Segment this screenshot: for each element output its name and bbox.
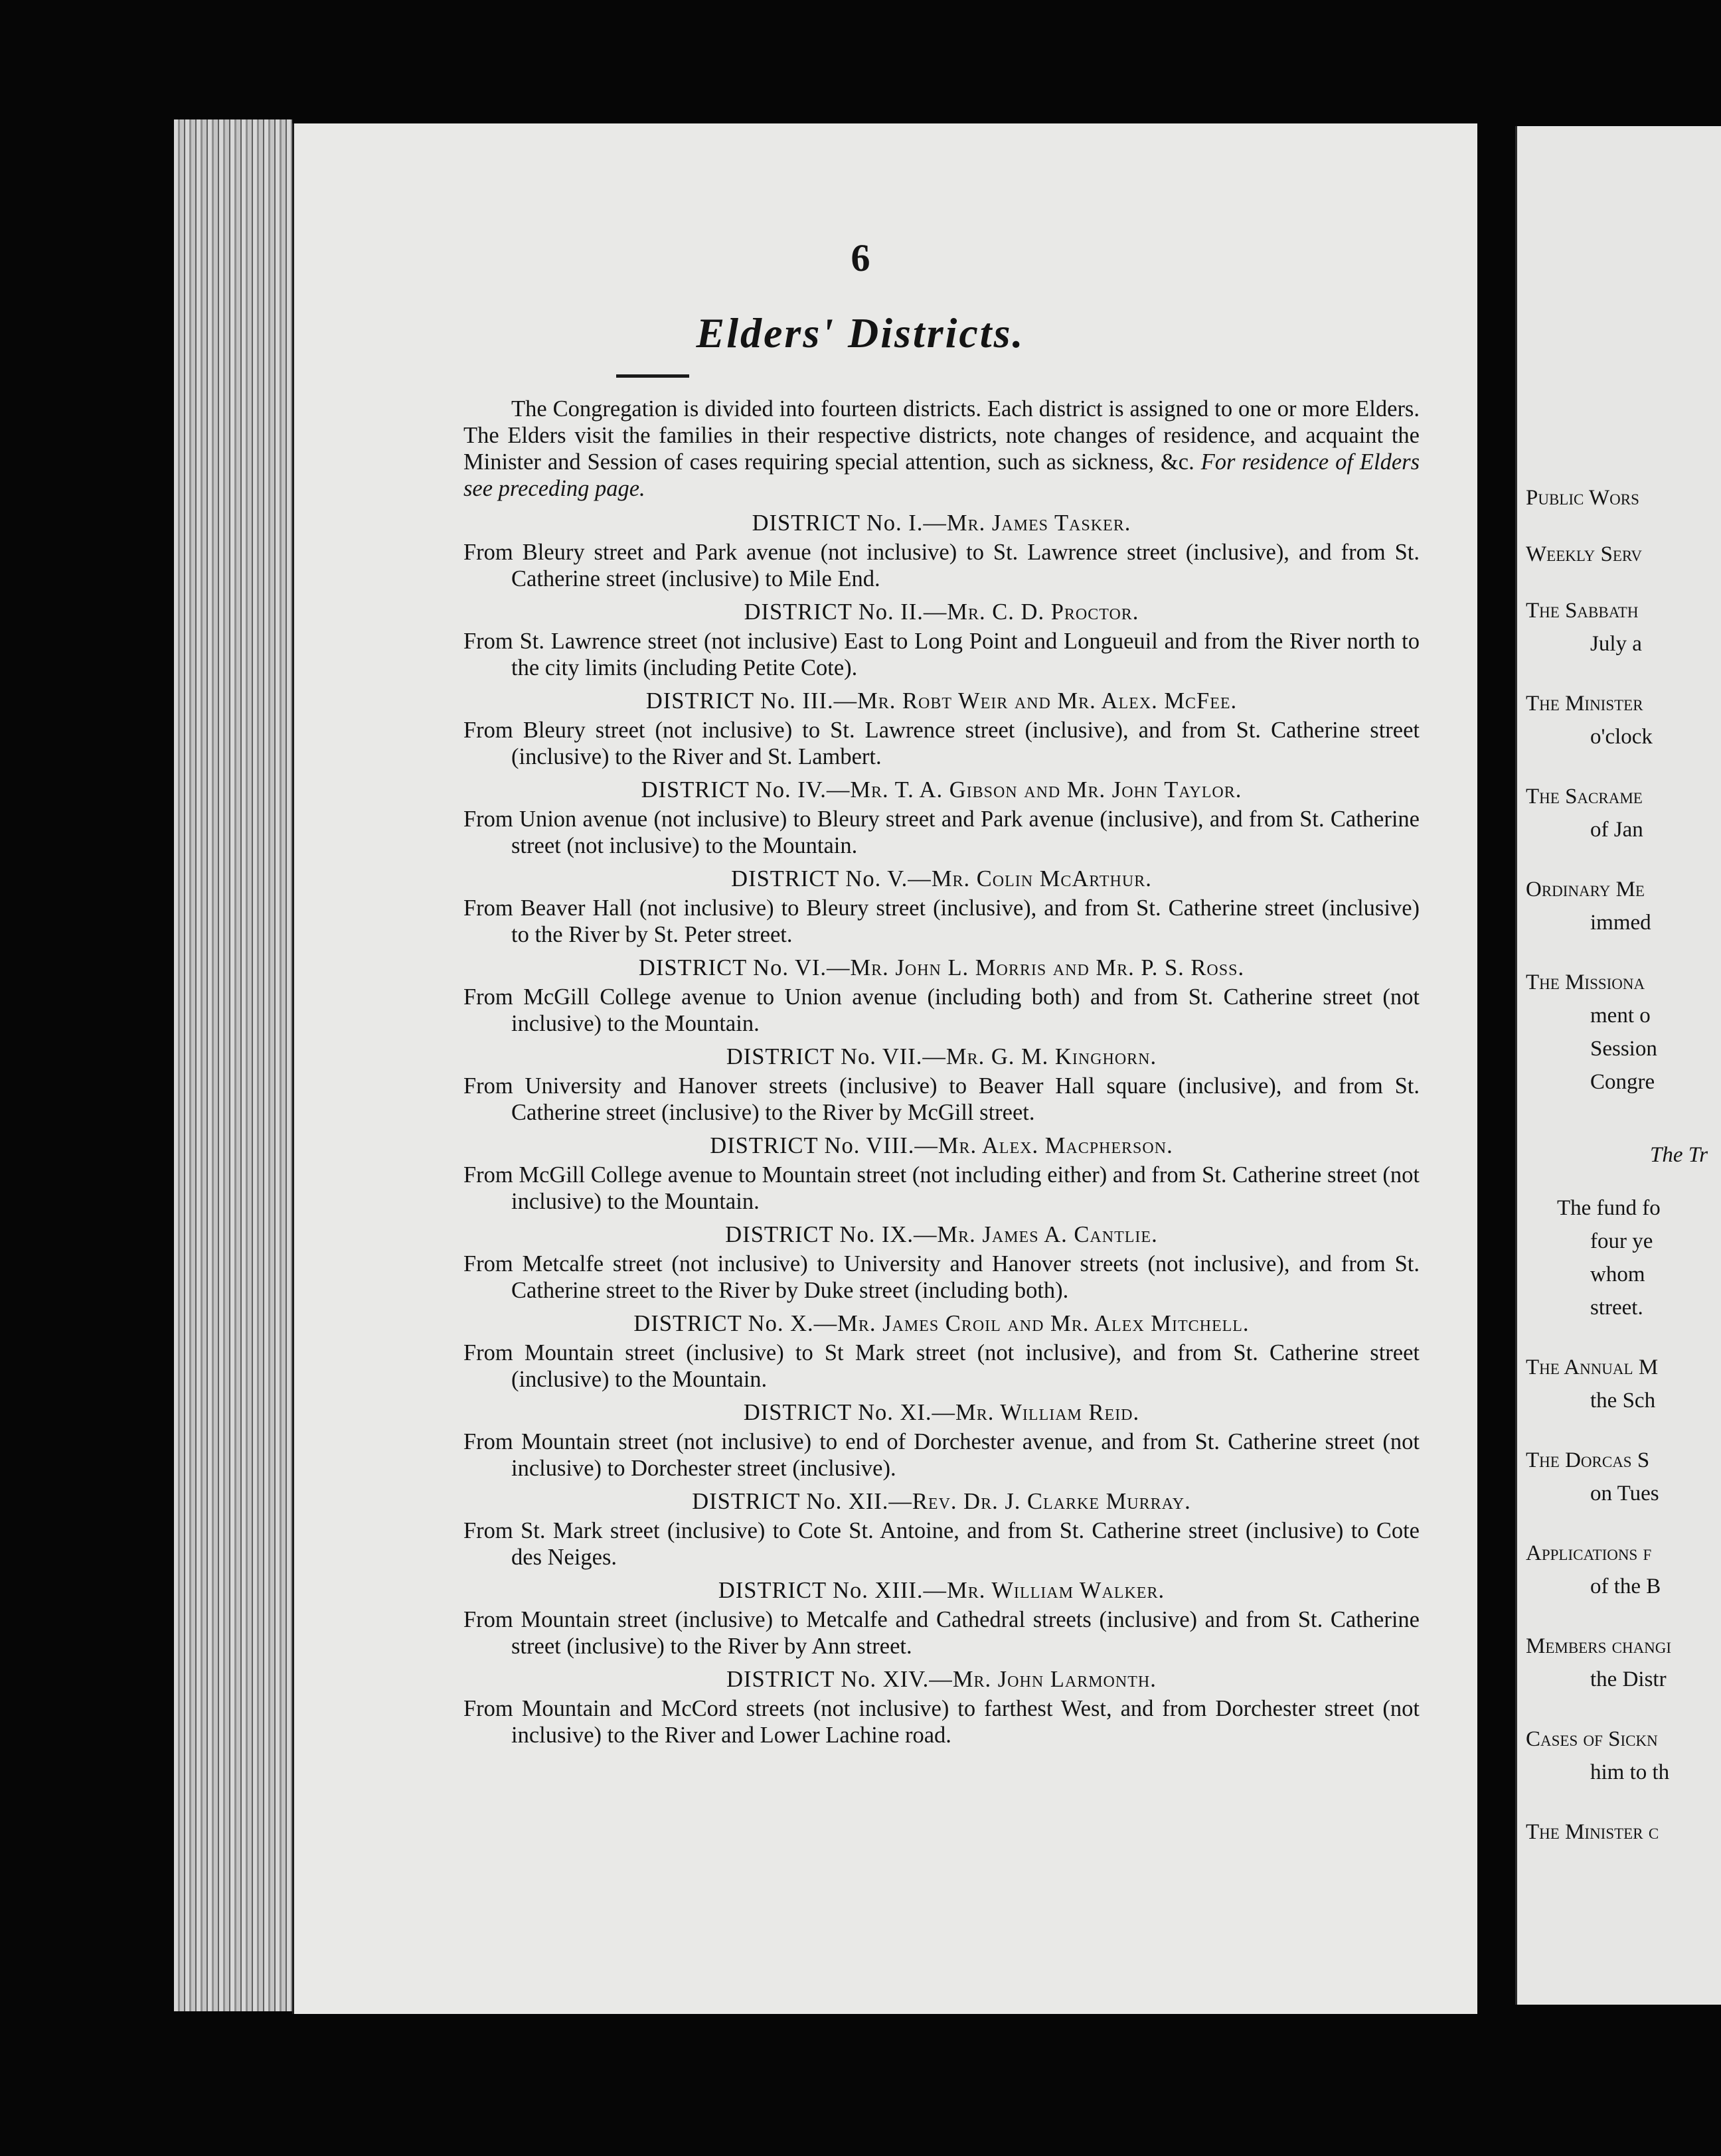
district-entry (463, 955, 1420, 1037)
district-elders: Mr. Alex. Macpherson. (938, 1133, 1173, 1158)
facing-page-line: the Distr (1590, 1667, 1667, 1691)
page-number: 6 (851, 236, 870, 279)
district-title (463, 599, 1420, 625)
facing-page-line: street. (1590, 1296, 1643, 1320)
facing-page-line: him to th (1590, 1760, 1670, 1784)
district-elders: Mr. William Reid. (955, 1400, 1140, 1425)
district-label: DISTRICT No. II.— (744, 599, 947, 625)
district-label: DISTRICT No. III.— (645, 688, 858, 714)
facing-page-line: immed (1590, 911, 1651, 935)
facing-page-line: The fund fo (1557, 1196, 1661, 1220)
facing-page-line: Members changi (1526, 1634, 1672, 1658)
facing-page-line: whom (1590, 1263, 1645, 1286)
facing-page-line: The Dorcas S (1526, 1448, 1650, 1472)
district-title (463, 1221, 1420, 1248)
district-elders: Mr. John L. Morris and Mr. P. S. Ross. (850, 955, 1245, 980)
facing-page-line: ment o (1590, 1004, 1651, 1028)
district-label: DISTRICT No. XIII.— (718, 1578, 947, 1603)
district-description: From University and Hanover streets (inclusive) to Beaver Hall square (inclusive), and from St. Catherine street (inclusive) to the River by McGill street. (463, 1073, 1420, 1125)
district-elders: Mr. Robt Weir and Mr. Alex. McFee. (857, 688, 1238, 714)
district-label: DISTRICT No. VII.— (726, 1044, 946, 1069)
facing-page (1515, 126, 1721, 2005)
facing-page-line: Congre (1590, 1070, 1655, 1094)
facing-page-line: The Sabbath (1526, 599, 1639, 623)
facing-page-line: The Tr (1650, 1143, 1708, 1167)
district-elders: Rev. Dr. J. Clarke Murray. (912, 1489, 1191, 1514)
district-description: From McGill College avenue to Union avenue (including both) and from St. Catherine street (not inclusive) to the Mountain. (463, 984, 1420, 1036)
district-title (463, 1310, 1420, 1337)
district-title (463, 866, 1420, 892)
district-description: From Union avenue (not inclusive) to Bleury street and Park avenue (inclusive), and from St. Catherine street (not inclusive) to the Mountain. (463, 807, 1420, 858)
district-label: DISTRICT No. VIII.— (710, 1133, 938, 1158)
district-description: From St. Mark street (inclusive) to Cote St. Antoine, and from St. Catherine street (inclusive) to Cote des Neiges. (463, 1518, 1420, 1570)
district-title (463, 1488, 1420, 1515)
district-entry (463, 777, 1420, 859)
facing-page-line: Cases of Sickn (1526, 1727, 1658, 1751)
district-description: From Mountain street (not inclusive) to end of Dorchester avenue, and from St. Catherine street (not inclusive) to Dorchester street (inclusive). (463, 1429, 1420, 1481)
district-description: From Beaver Hall (not inclusive) to Bleury street (inclusive), and from St. Catherine street (inclusive) to the River by St. Peter street. (463, 895, 1420, 947)
facing-page-line: on Tues (1590, 1482, 1659, 1505)
district-label: DISTRICT No. XIV.— (726, 1667, 953, 1692)
facing-page-line: four ye (1590, 1229, 1653, 1253)
district-label: DISTRICT No. IX.— (725, 1222, 938, 1247)
district-label: DISTRICT No. X.— (633, 1311, 838, 1336)
facing-page-line: of the B (1590, 1575, 1661, 1598)
district-title (463, 1043, 1420, 1070)
district-title (463, 1666, 1420, 1693)
district-description: From Metcalfe street (not inclusive) to University and Hanover streets (not inclusive), and from St. Catherine street to the River by Duke street (including both). (463, 1251, 1420, 1303)
district-label: DISTRICT No. XI.— (743, 1400, 956, 1425)
district-entry (463, 1310, 1420, 1393)
district-elders: Mr. John Larmonth. (952, 1667, 1157, 1692)
district-title (463, 777, 1420, 803)
district-label: DISTRICT No. I.— (752, 510, 947, 536)
district-label: DISTRICT No. XII.— (692, 1489, 912, 1514)
district-entry (463, 1577, 1420, 1659)
facing-page-line: The Minister c (1526, 1820, 1659, 1844)
district-entry (463, 688, 1420, 770)
district-description: From Mountain street (inclusive) to Metcalfe and Cathedral streets (inclusive) and from St. Catherine street (inclusive) to the River by Ann street. (463, 1607, 1420, 1659)
district-elders: Mr. T. A. Gibson and Mr. John Taylor. (850, 777, 1242, 803)
district-entry (463, 599, 1420, 681)
district-entry (463, 866, 1420, 948)
district-elders: Mr. William Walker. (947, 1578, 1165, 1603)
facing-page-line: The Missiona (1526, 970, 1645, 994)
district-entry (463, 1043, 1420, 1126)
facing-page-line: Applications f (1526, 1541, 1652, 1565)
district-title (463, 1577, 1420, 1604)
facing-page-line: of Jan (1590, 818, 1643, 842)
district-elders: Mr. C. D. Proctor. (947, 599, 1139, 625)
facing-page-line: The Annual M (1526, 1355, 1659, 1379)
district-elders: Mr. G. M. Kinghorn. (945, 1044, 1157, 1069)
district-list (463, 510, 1420, 1748)
district-label: DISTRICT No. V.— (731, 866, 932, 891)
facing-page-line: Public Wors (1526, 486, 1639, 510)
intro-italic-note: For residence of Elders see preceding page. (463, 449, 1420, 501)
district-elders: Mr. James Tasker. (946, 510, 1131, 536)
district-description: From McGill College avenue to Mountain street (not including either) and from St. Catherine street (not inclusive) to the Mountain. (463, 1162, 1420, 1214)
district-elders: Mr. James A. Cantlie. (937, 1222, 1158, 1247)
district-elders: Mr. James Croil and Mr. Alex Mitchell. (837, 1311, 1250, 1336)
facing-page-line: the Sch (1590, 1389, 1656, 1413)
district-entry (463, 1132, 1420, 1215)
districts-content (463, 396, 1420, 1755)
facing-page-line: The Minister (1526, 692, 1643, 716)
district-entry (463, 1666, 1420, 1748)
district-description: From Bleury street and Park avenue (not inclusive) to St. Lawrence street (inclusive), and from St. Catherine street (inclusive) to Mile End. (463, 540, 1420, 591)
district-label: DISTRICT No. IV.— (641, 777, 851, 803)
facing-page-line: o'clock (1590, 725, 1653, 749)
district-title (463, 688, 1420, 714)
district-description: From Mountain and McCord streets (not inclusive) to farthest West, and from Dorchester street (not inclusive) to the River and Lower Lachine road. (463, 1696, 1420, 1748)
page-heading: Elders' Districts. (696, 309, 1025, 356)
district-title (463, 510, 1420, 536)
facing-page-line: Session (1590, 1037, 1657, 1061)
district-label: DISTRICT No. VI.— (638, 955, 851, 980)
facing-page-line: The Sacrame (1526, 785, 1643, 809)
district-description: From Bleury street (not inclusive) to St. Lawrence street (inclusive), and from St. Catherine street (inclusive) to the River and St. Lambert. (463, 718, 1420, 769)
district-title (463, 1132, 1420, 1159)
district-entry (463, 1221, 1420, 1304)
district-title (463, 1399, 1420, 1426)
district-description: From St. Lawrence street (not inclusive) East to Long Point and Longueuil and from the River north to the city limits (including Petite Cote). (463, 629, 1420, 680)
intro-paragraph (463, 396, 1420, 502)
district-description: From Mountain street (inclusive) to St Mark street (not inclusive), and from St. Catherine street (inclusive) to the Mountain. (463, 1340, 1420, 1392)
district-entry (463, 1399, 1420, 1482)
heading-rule (616, 374, 689, 378)
facing-page-line: July a (1590, 632, 1642, 656)
district-elders: Mr. Colin McArthur. (931, 866, 1152, 891)
district-entry (463, 1488, 1420, 1571)
book-page-edges (174, 119, 292, 2011)
facing-page-line: Weekly Serv (1526, 542, 1642, 566)
intro-text: The Congregation is divided into fourteen districts. Each district is assigned to one or more Elders. The Elders visit the families in their respective districts, note changes of residence, and acquaint the Minister and Session of cases requiring special attention, such as sickness, &c. (463, 396, 1420, 475)
district-entry (463, 510, 1420, 592)
facing-page-line: Ordinary Me (1526, 878, 1645, 901)
district-title (463, 955, 1420, 981)
